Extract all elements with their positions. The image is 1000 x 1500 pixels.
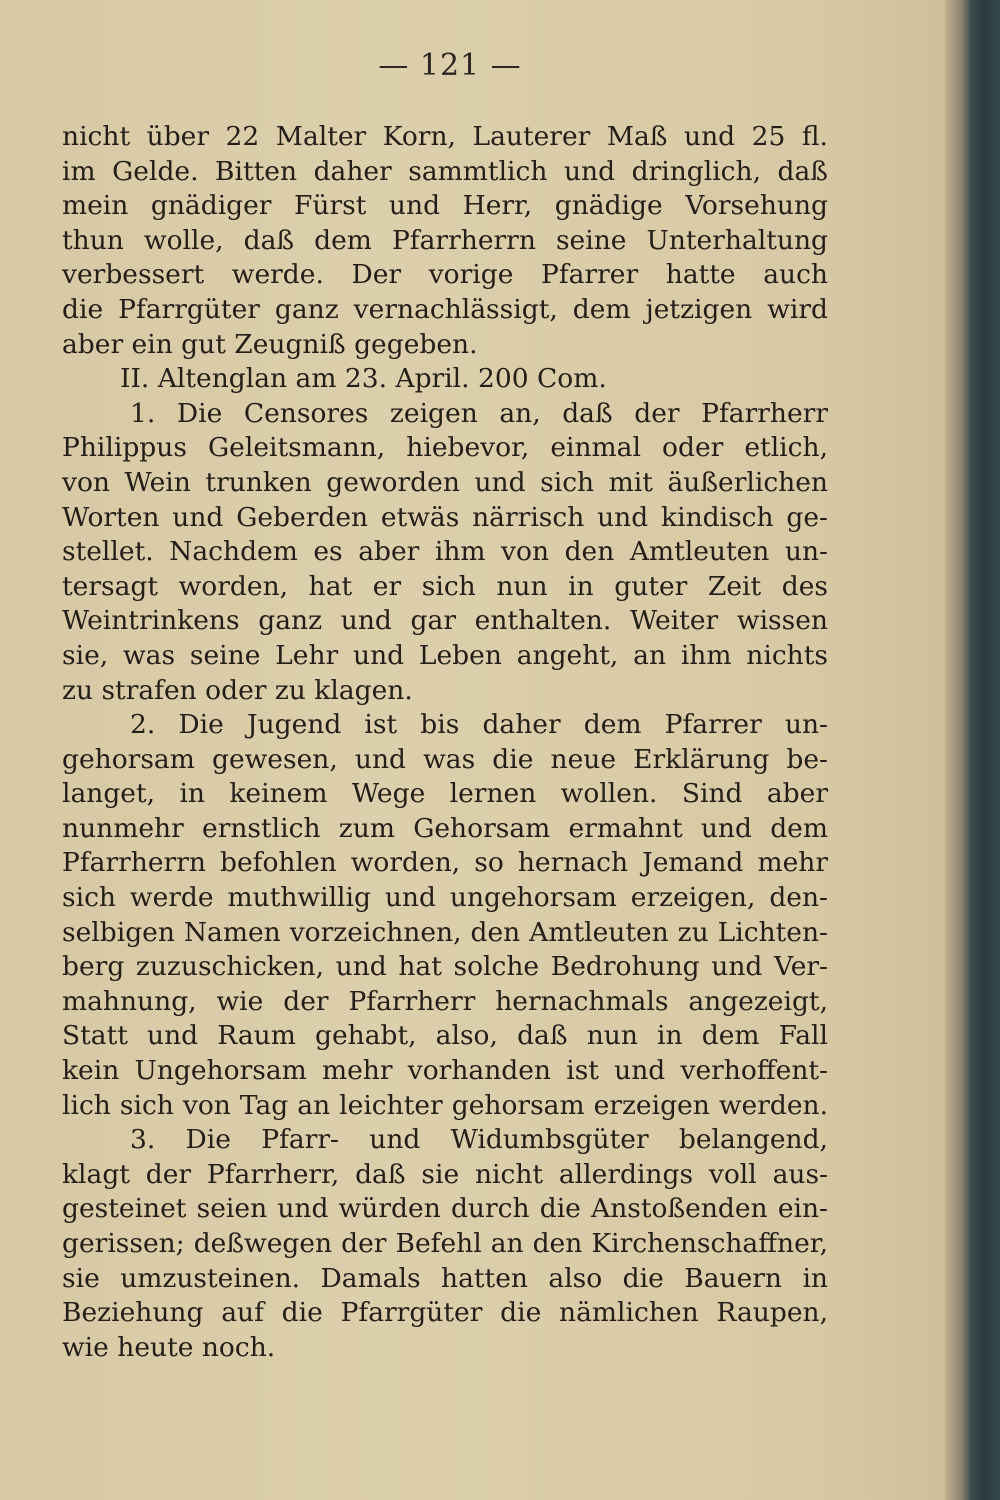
text-line: die Pfarrgüter ganz vernachlässigt, dem jetzigen wird <box>62 293 828 325</box>
body-text <box>62 120 828 1365</box>
text-line: nunmehr ernstlich zum Gehorsam ermahnt und dem <box>62 812 828 844</box>
text-line: sie, was seine Lehr und Leben angeht, an ihm nichts <box>62 639 828 671</box>
text-line: langet, in keinem Wege lernen wollen. Sind aber <box>62 778 828 810</box>
text-line: mein gnädiger Fürst und Herr, gnädige Vorsehung <box>62 190 828 222</box>
text-line: Philippus Geleitsmann, hiebevor, einmal oder etlich, <box>62 432 828 464</box>
text-line: gesteinet seien und würden durch die Anstoßenden ein- <box>62 1193 828 1225</box>
page-number: — 121 — <box>378 48 522 83</box>
text-line: klagt der Pfarrherr, daß sie nicht allerdings voll aus- <box>62 1158 828 1190</box>
text-line: Weintrinkens ganz und gar enthalten. Weiter wissen <box>62 605 828 637</box>
text-line: lich sich von Tag an leichter gehorsam erzeigen werden. <box>62 1089 828 1121</box>
text-line: zu strafen oder zu klagen. <box>62 674 413 706</box>
book-spine <box>948 0 1000 1500</box>
text-line: berg zuzuschicken, und hat solche Bedrohung und Ver- <box>62 951 828 983</box>
text-line: 2. Die Jugend ist bis daher dem Pfarrer un- <box>130 709 828 741</box>
text-line: kein Ungehorsam mehr vorhanden ist und verhoffent- <box>62 1055 828 1087</box>
text-line: Beziehung auf die Pfarrgüter die nämlichen Raupen, <box>62 1297 828 1329</box>
text-line: nicht über 22 Malter Korn, Lauterer Maß und 25 fl. <box>62 121 828 152</box>
text-line: mahnung, wie der Pfarrherr hernachmals angezeigt, <box>62 985 828 1017</box>
text-line: aber ein gut Zeugniß gegeben. <box>62 328 478 360</box>
text-line: sie umzusteinen. Damals hatten also die Bauern in <box>62 1262 828 1294</box>
text-line: 1. Die Censores zeigen an, daß der Pfarrherr <box>130 397 828 429</box>
text-line: 3. Die Pfarr- und Widumbsgüter belangend, <box>130 1124 828 1156</box>
text-line: selbigen Namen vorzeichnen, den Amtleuten zu Lichten- <box>62 916 828 948</box>
text-line: gerissen; deßwegen der Befehl an den Kirchenschaffner, <box>62 1228 828 1259</box>
text-line: Statt und Raum gehabt, also, daß nun in dem Fall <box>62 1020 828 1052</box>
text-line: gehorsam gewesen, und was die neue Erklärung be- <box>62 743 828 775</box>
text-line: stellet. Nachdem es aber ihm von den Amtleuten un- <box>62 536 828 568</box>
text-line: sich werde muthwillig und ungehorsam erzeigen, den- <box>62 882 828 914</box>
text-line: tersagt worden, hat er sich nun in guter Zeit des <box>62 570 828 602</box>
text-line: verbessert werde. Der vorige Pfarrer hatte auch <box>62 259 828 291</box>
text-line: Worten und Geberden etwäs närrisch und kindisch ge- <box>62 501 828 533</box>
section-heading: II. Altenglan am 23. April. 200 Com. <box>120 363 607 395</box>
text-line: wie heute noch. <box>62 1331 276 1363</box>
text-line: von Wein trunken geworden und sich mit äußerlichen <box>62 466 828 498</box>
text-line: Pfarrherrn befohlen worden, so hernach Jemand mehr <box>62 847 828 879</box>
text-line: im Gelde. Bitten daher sammtlich und dringlich, daß <box>62 155 828 187</box>
text-line: thun wolle, daß dem Pfarrherrn seine Unterhaltung <box>62 224 828 256</box>
